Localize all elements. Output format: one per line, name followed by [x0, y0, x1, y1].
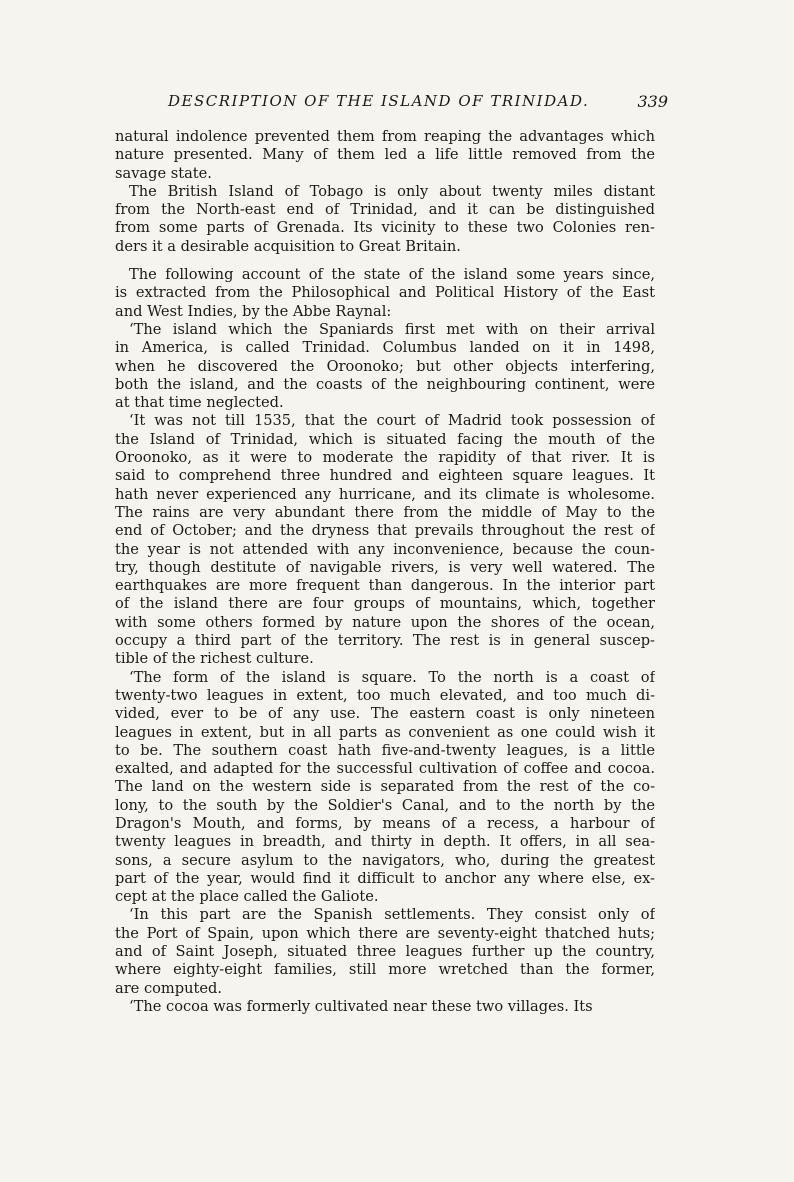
text-line: where eighty-eight families, still more wretched than the former, — [115, 961, 655, 979]
text-line: are computed. — [115, 979, 222, 997]
paragraph — [115, 321, 655, 412]
text-line: of the island there are four groups of mountains, which, together — [115, 595, 655, 613]
paragraph — [115, 906, 655, 997]
text-line: part of the year, would find it difficult to anchor any where else, ex- — [115, 869, 655, 887]
page-header — [168, 92, 668, 122]
text-line: The British Island of Tobago is only about twenty miles distant — [129, 182, 655, 200]
text-line: The following account of the state of the island some years since, — [129, 266, 655, 284]
text-line: The rains are very abundant there from the middle of May to the — [115, 503, 655, 521]
paragraph — [115, 183, 655, 256]
text-line: sons, a secure asylum to the navigators, who, during the greatest — [115, 851, 655, 869]
text-line: the year is not attended with any inconvenience, because the coun- — [115, 540, 655, 558]
text-line: earthquakes are more frequent than dangerous. In the interior part — [115, 577, 655, 595]
text-line: with some others formed by nature upon the shores of the ocean, — [115, 613, 655, 631]
text-line: at that time neglected. — [115, 394, 284, 412]
text-line: the Port of Spain, upon which there are seventy-eight thatched huts; — [115, 924, 655, 942]
text-line: occupy a third part of the territory. The rest is in general suscep- — [115, 632, 655, 650]
text-line: both the island, and the coasts of the neighbouring continent, were — [115, 375, 655, 393]
text-line: hath never experienced any hurricane, and its climate is wholesome. — [115, 485, 655, 503]
text-line: natural indolence prevented them from reaping the advantages which — [115, 128, 655, 145]
text-line: lony, to the south by the Soldier's Canal, and to the north by the — [115, 796, 655, 814]
text-line: leagues in extent, but in all parts as convenient as one could wish it — [115, 723, 655, 741]
text-line: in America, is called Trinidad. Columbus landed on it in 1498, — [115, 339, 655, 357]
text-line: from some parts of Grenada. Its vicinity to these two Colonies ren- — [115, 219, 655, 237]
text-line: and West Indies, by the Abbe Raynal: — [115, 302, 392, 320]
text-line: to be. The southern coast hath five-and-twenty leagues, is a little — [115, 741, 655, 759]
text-line: ‘It was not till 1535, that the court of Madrid took possession of — [129, 412, 655, 430]
text-line: twenty-two leagues in extent, too much elevated, and too much di- — [115, 686, 655, 704]
paragraph — [115, 998, 655, 1016]
paragraph-gap — [115, 256, 655, 266]
text-line: ‘The cocoa was formerly cultivated near these two villages. Its — [129, 997, 593, 1015]
text-line: Oroonoko, as it were to moderate the rapidity of that river. It is — [115, 449, 655, 467]
text-line: tible of the richest culture. — [115, 650, 314, 668]
text-line: cept at the place called the Galiote. — [115, 888, 379, 906]
body-text — [115, 128, 655, 1016]
page-number: 339 — [637, 92, 668, 111]
text-line: twenty leagues in breadth, and thirty in depth. It offers, in all sea- — [115, 833, 655, 851]
text-line: Dragon's Mouth, and forms, by means of a recess, a harbour of — [115, 814, 655, 832]
text-line: ‘The island which the Spaniards first met with on their arrival — [129, 320, 655, 338]
text-line: ‘The form of the island is square. To the north is a coast of — [129, 668, 655, 686]
text-line: and of Saint Joseph, situated three leagues further up the country, — [115, 943, 655, 961]
text-line: try, though destitute of navigable rivers, is very well watered. The — [115, 558, 655, 576]
text-line: exalted, and adapted for the successful cultivation of coffee and cocoa. — [115, 760, 655, 778]
text-line: end of October; and the dryness that prevails throughout the rest of — [115, 522, 655, 540]
text-line: ders it a desirable acquisition to Great Britain. — [115, 237, 461, 255]
text-line: savage state. — [115, 164, 212, 182]
text-line: the Island of Trinidad, which is situated facing the mouth of the — [115, 430, 655, 448]
text-line: is extracted from the Philosophical and Political History of the East — [115, 284, 655, 302]
text-line: said to comprehend three hundred and eighteen square leagues. It — [115, 467, 655, 485]
text-line: ‘In this part are the Spanish settlements. They consist only of — [129, 906, 655, 924]
paragraph — [115, 412, 655, 668]
paragraph — [115, 128, 655, 183]
text-line: nature presented. Many of them led a life little removed from the — [115, 146, 655, 164]
paragraph — [115, 669, 655, 907]
paragraph — [115, 266, 655, 321]
text-line: when he discovered the Oroonoko; but other objects interfering, — [115, 357, 655, 375]
text-line: from the North-east end of Trinidad, and it can be distinguished — [115, 201, 655, 219]
text-line: vided, ever to be of any use. The eastern coast is only nineteen — [115, 705, 655, 723]
running-title: DESCRIPTION OF THE ISLAND OF TRINIDAD. — [168, 92, 590, 110]
text-line: The land on the western side is separated from the rest of the co- — [115, 778, 655, 796]
